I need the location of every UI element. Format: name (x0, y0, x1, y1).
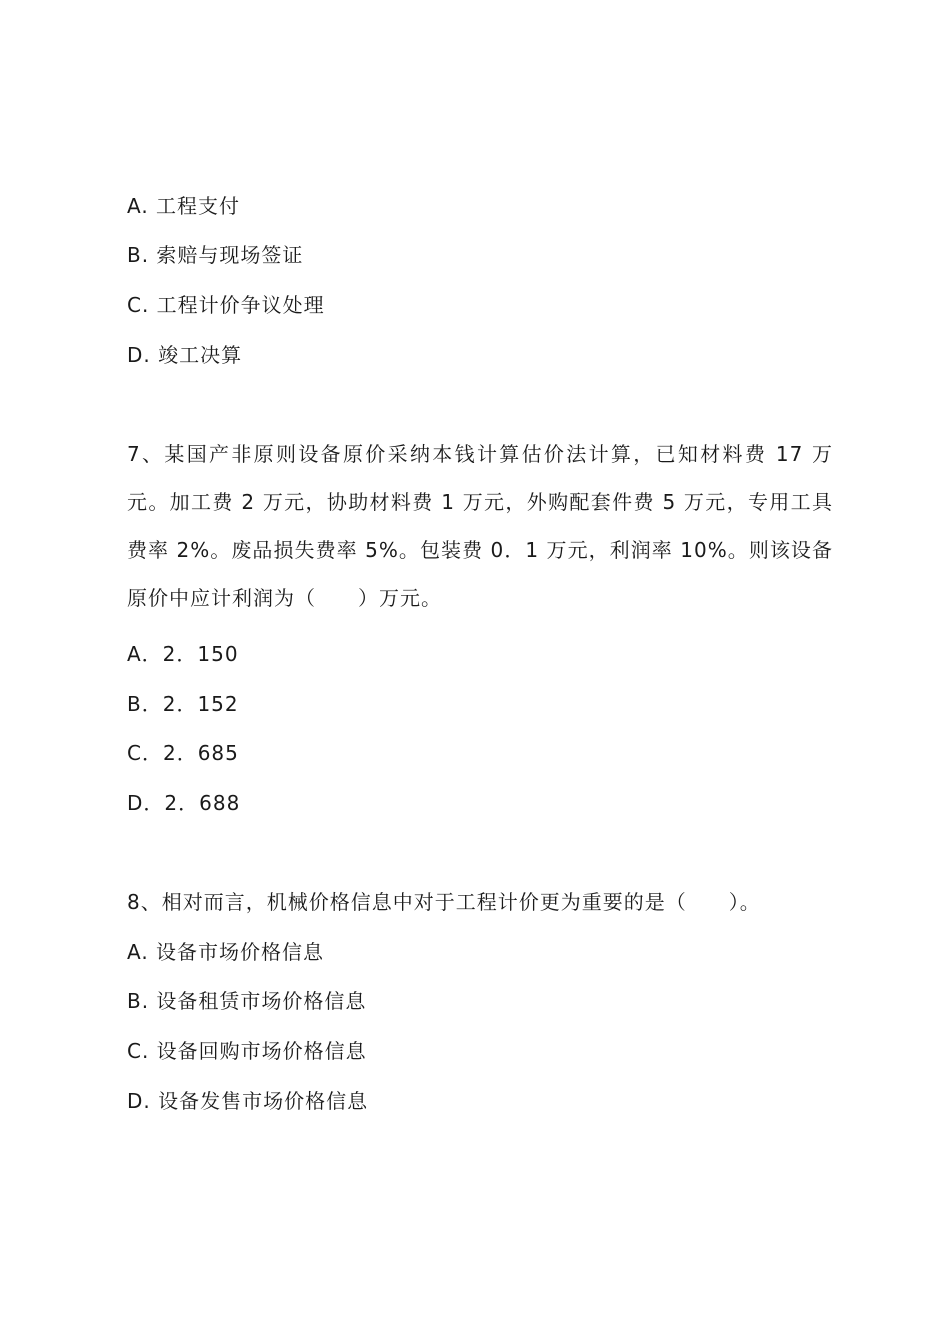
question-8-option-d: D. 设备发售市场价格信息 (127, 1089, 369, 1113)
question-7-option-a: A．2．150 (127, 642, 239, 666)
option-a: A. 工程支付 (127, 194, 241, 218)
option-b: B. 索赔与现场签证 (127, 243, 304, 267)
question-8-option-b: B. 设备租赁市场价格信息 (127, 989, 367, 1013)
question-7-stem: 7、某国产非原则设备原价采纳本钱计算估价法计算，已知材料费 17 万元。加工费 2 万元，协助材料费 1 万元，外购配套件费 5 万元，专用工具费率 2%。废品损失费率 5%。包装费 0．1 万元，利润率 10%。则该设备原价中应计利润为（ ）万元。 (127, 442, 833, 610)
option-d: D. 竣工决算 (127, 343, 243, 367)
question-8-option-a: A. 设备市场价格信息 (127, 940, 325, 964)
question-7-option-b: B．2．152 (127, 692, 239, 716)
option-c: C. 工程计价争议处理 (127, 293, 325, 317)
question-7-option-c: C．2．685 (127, 741, 239, 765)
question-7-option-d: D．2．688 (127, 791, 241, 815)
question-8-stem: 8、相对而言，机械价格信息中对于工程计价更为重要的是（ ）。 (127, 890, 761, 914)
question-8-option-c: C. 设备回购市场价格信息 (127, 1039, 367, 1063)
